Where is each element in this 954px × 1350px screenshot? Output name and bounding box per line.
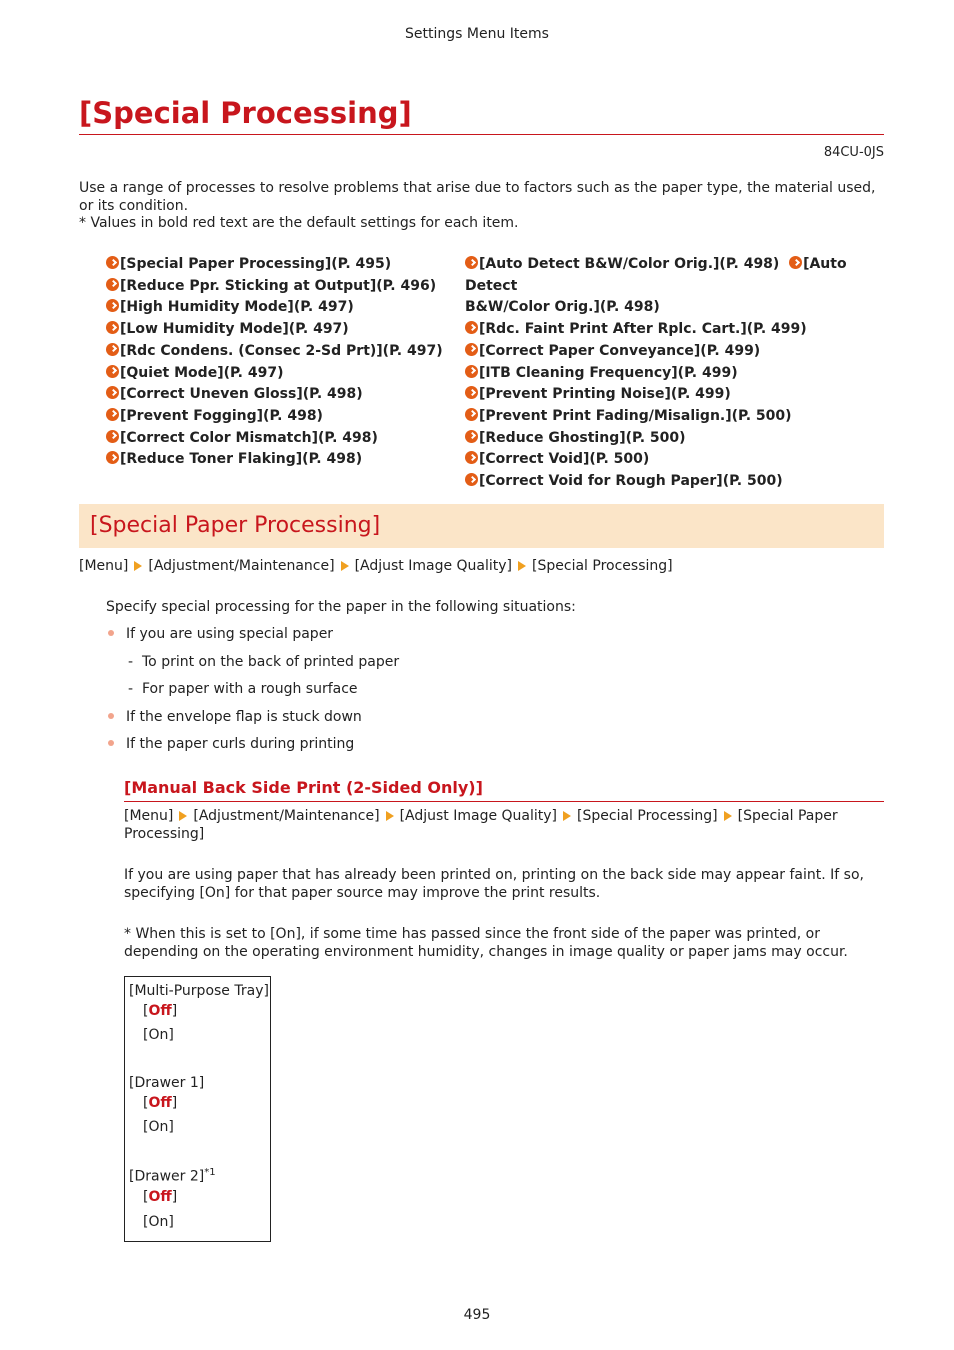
list-subitem xyxy=(106,681,358,697)
page-number: 495 xyxy=(463,1307,491,1323)
arrow-circle-icon xyxy=(106,430,119,443)
option-on[interactable]: [On] xyxy=(143,1214,174,1230)
lead-text: Specify special processing for the paper in the following situations: xyxy=(106,599,576,615)
link-high-humidity-mode[interactable] xyxy=(106,297,446,319)
link-label: [Correct Color Mismatch](P. 498) xyxy=(120,429,378,446)
arrow-circle-icon xyxy=(465,321,478,334)
running-header: Settings Menu Items xyxy=(405,26,549,42)
list-item-text: To print on the back of printed paper xyxy=(142,654,400,670)
bullet-dot-icon xyxy=(108,740,114,746)
default-value: Off xyxy=(148,1095,172,1111)
page-title: [Special Processing] xyxy=(79,96,412,130)
intro-default-note: * Values in bold red text are the default settings for each item. xyxy=(79,215,519,231)
link-label: [Prevent Fogging](P. 498) xyxy=(120,407,323,424)
breadcrumb-arrow-icon xyxy=(386,811,394,821)
link-correct-uneven-gloss[interactable] xyxy=(106,384,446,406)
link-label: [Prevent Print Fading/Misalign.](P. 500) xyxy=(479,407,792,424)
link-label: [Rdc. Faint Print After Rplc. Cart.](P. 499) xyxy=(479,321,807,338)
breadcrumb-item-menu[interactable]: [Menu] xyxy=(124,808,174,824)
option-group-drawer-2 xyxy=(129,1167,216,1185)
arrow-circle-icon xyxy=(465,430,478,443)
link-prevent-fogging[interactable] xyxy=(106,406,446,428)
link-correct-void-rough-paper[interactable] xyxy=(465,471,885,493)
breadcrumb xyxy=(79,558,673,576)
arrow-circle-icon xyxy=(465,408,478,421)
arrow-circle-icon xyxy=(106,256,119,269)
subsection-heading: [Manual Back Side Print (2-Sided Only)] xyxy=(124,778,483,797)
breadcrumb-item-image-quality[interactable]: [Adjust Image Quality] xyxy=(399,808,558,824)
link-label: [Quiet Mode](P. 497) xyxy=(120,364,284,381)
link-list-right xyxy=(465,254,885,493)
arrow-circle-icon xyxy=(106,343,119,356)
intro-text xyxy=(79,180,884,233)
list-item xyxy=(106,626,333,642)
link-label: [ITB Cleaning Frequency](P. 499) xyxy=(479,364,738,381)
breadcrumb-item-adjustment[interactable]: [Adjustment/Maintenance] xyxy=(193,808,380,824)
link-label: [Correct Uneven Gloss](P. 498) xyxy=(120,386,363,403)
link-reduce-condensation[interactable] xyxy=(106,341,446,363)
link-quiet-mode[interactable] xyxy=(106,363,446,385)
bracket: [ xyxy=(143,1003,149,1019)
breadcrumb-item-adjustment[interactable]: [Adjustment/Maintenance] xyxy=(148,558,335,574)
option-group-label: [Drawer 2] xyxy=(129,1168,205,1185)
link-correct-void[interactable] xyxy=(465,449,885,471)
arrow-circle-icon xyxy=(465,473,478,486)
breadcrumb-arrow-icon xyxy=(341,561,349,571)
breadcrumb-arrow-icon xyxy=(563,811,571,821)
link-row-auto-detect xyxy=(465,254,885,297)
arrow-circle-icon xyxy=(465,365,478,378)
subsection-divider xyxy=(124,801,884,802)
link-auto-detect-bw-color-2-cont[interactable] xyxy=(465,297,885,319)
list-subitem xyxy=(106,654,399,670)
option-on[interactable]: [On] xyxy=(143,1119,174,1135)
dash-marker: - xyxy=(128,681,134,697)
breadcrumb-arrow-icon xyxy=(179,811,187,821)
breadcrumb-item-special-processing[interactable]: [Special Processing] xyxy=(577,808,718,824)
link-prevent-printing-noise[interactable] xyxy=(465,384,885,406)
bracket: ] xyxy=(171,1095,178,1111)
link-label: [Rdc Condens. (Consec 2-Sd Prt)](P. 497) xyxy=(120,342,443,359)
section-header-bar xyxy=(79,504,884,548)
footnote-marker: *1 xyxy=(204,1167,216,1178)
link-label: [Reduce Toner Flaking](P. 498) xyxy=(120,451,363,468)
dash-marker: - xyxy=(128,654,134,670)
link-correct-paper-conveyance[interactable] xyxy=(465,341,885,363)
link-label: [Low Humidity Mode](P. 497) xyxy=(120,321,349,338)
link-label: [Auto Detect xyxy=(465,256,847,294)
link-low-humidity-mode[interactable] xyxy=(106,319,446,341)
breadcrumb-item-image-quality[interactable]: [Adjust Image Quality] xyxy=(354,558,513,574)
link-label: [Reduce Ppr. Sticking at Output](P. 496) xyxy=(120,277,437,294)
link-label: [Correct Void for Rough Paper](P. 500) xyxy=(479,473,783,490)
link-itb-cleaning-frequency[interactable] xyxy=(465,363,885,385)
link-reduce-paper-sticking[interactable] xyxy=(106,276,446,298)
option-group-multi-purpose-tray: [Multi-Purpose Tray] xyxy=(129,983,269,999)
arrow-circle-icon xyxy=(106,386,119,399)
bullet-dot-icon xyxy=(108,630,114,636)
default-value: Off xyxy=(148,1189,172,1205)
arrow-circle-icon xyxy=(106,278,119,291)
breadcrumb-item-special-processing[interactable]: [Special Processing] xyxy=(532,558,673,574)
list-item xyxy=(106,709,362,725)
settings-options-box xyxy=(124,976,271,1242)
list-item-text: If the paper curls during printing xyxy=(126,736,355,752)
intro-description: Use a range of processes to resolve problems that arise due to factors such as the paper type, the material used, or its condition. xyxy=(79,180,876,214)
link-prevent-print-fading[interactable] xyxy=(465,406,885,428)
link-reduce-faint-print[interactable] xyxy=(465,319,885,341)
arrow-circle-icon xyxy=(106,408,119,421)
breadcrumb-arrow-icon xyxy=(724,811,732,821)
link-label: B&W/Color Orig.](P. 498) xyxy=(465,299,660,316)
breadcrumb-arrow-icon xyxy=(134,561,142,571)
option-group-drawer-1: [Drawer 1] xyxy=(129,1075,205,1091)
arrow-circle-icon xyxy=(106,451,119,464)
section-heading: [Special Paper Processing] xyxy=(90,513,381,538)
link-label: [Special Paper Processing](P. 495) xyxy=(120,256,392,272)
description-paragraph: If you are using paper that has already been printed on, printing on the back side may appear faint. If so, specifying [On] for that paper source may improve the print results. xyxy=(124,867,864,901)
link-label: [Correct Void](P. 500) xyxy=(479,451,650,468)
arrow-circle-icon xyxy=(106,365,119,378)
list-item-text: For paper with a rough surface xyxy=(142,681,358,697)
title-divider xyxy=(79,134,884,135)
list-item xyxy=(106,736,354,752)
bracket: [ xyxy=(143,1095,149,1111)
arrow-circle-icon xyxy=(465,343,478,356)
bracket: ] xyxy=(171,1003,178,1019)
bracket: ] xyxy=(171,1189,178,1205)
arrow-circle-icon xyxy=(789,256,802,269)
link-label: [Correct Paper Conveyance](P. 499) xyxy=(479,342,761,359)
link-auto-detect-bw-color-1[interactable] xyxy=(465,256,779,272)
list-item-text: If you are using special paper xyxy=(126,626,334,642)
link-label: [Reduce Ghosting](P. 500) xyxy=(479,429,686,446)
link-special-paper-processing[interactable] xyxy=(106,254,446,276)
link-label: [Auto Detect B&W/Color Orig.](P. 498) xyxy=(479,256,780,272)
breadcrumb-item-menu[interactable]: [Menu] xyxy=(79,558,129,574)
arrow-circle-icon xyxy=(465,451,478,464)
document-code: 84CU-0JS xyxy=(823,145,884,160)
link-label: [High Humidity Mode](P. 497) xyxy=(120,299,354,316)
option-off-default[interactable] xyxy=(143,1189,177,1205)
arrow-circle-icon xyxy=(106,299,119,312)
option-on[interactable]: [On] xyxy=(143,1027,174,1043)
warning-note: * When this is set to [On], if some time has passed since the front side of the paper was printed, or depending on the operating environment humidity, changes in image quality or paper jams may occur. xyxy=(124,926,848,960)
breadcrumb-item-special-paper-processing[interactable]: [Special Paper Processing] xyxy=(124,808,838,842)
arrow-circle-icon xyxy=(465,256,478,269)
link-reduce-ghosting[interactable] xyxy=(465,428,885,450)
link-correct-color-mismatch[interactable] xyxy=(106,428,446,450)
bullet-dot-icon xyxy=(108,713,114,719)
list-item-text: If the envelope flap is stuck down xyxy=(126,709,362,725)
link-label: [Prevent Printing Noise](P. 499) xyxy=(479,386,731,403)
arrow-circle-icon xyxy=(106,321,119,334)
option-off-default[interactable] xyxy=(143,1003,177,1019)
link-reduce-toner-flaking[interactable] xyxy=(106,449,446,471)
breadcrumb-arrow-icon xyxy=(518,561,526,571)
bracket: [ xyxy=(143,1189,149,1205)
default-value: Off xyxy=(148,1003,172,1019)
option-off-default[interactable] xyxy=(143,1095,177,1111)
breadcrumb-sub xyxy=(124,808,844,843)
arrow-circle-icon xyxy=(465,386,478,399)
link-list-left xyxy=(106,254,446,471)
